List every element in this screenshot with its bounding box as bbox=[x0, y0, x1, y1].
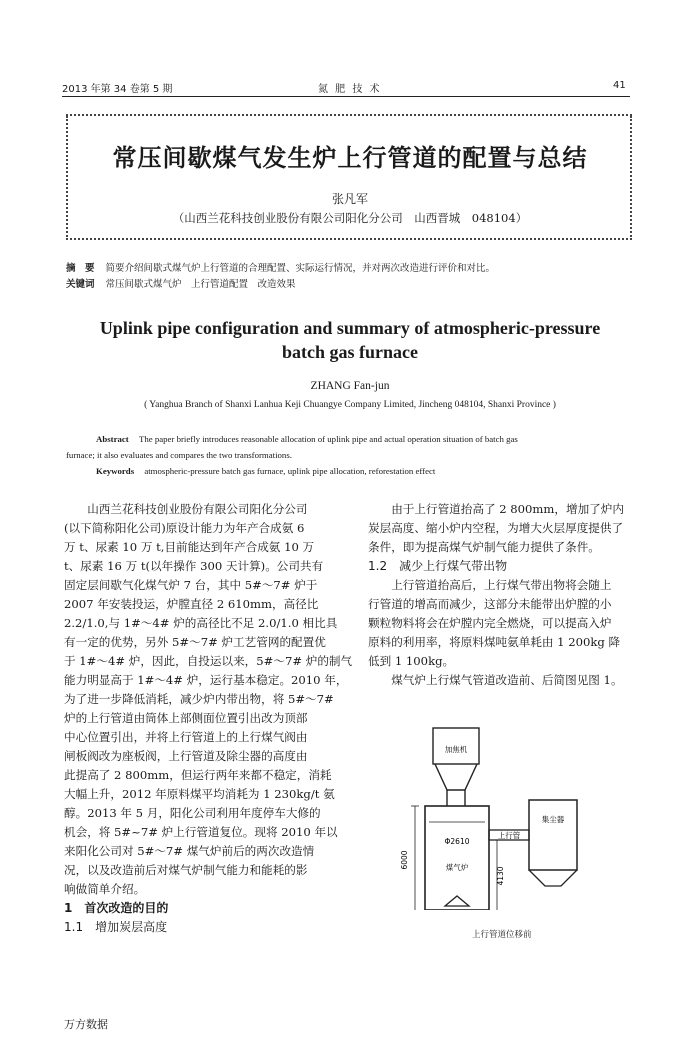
figure-caption: 上行管道位移前 bbox=[472, 930, 532, 940]
keywords-cn-text: 常压间歇式煤气炉 上行管道配置 改造效果 bbox=[105, 279, 296, 290]
left-column-line: 况，以及改造前后对煤气炉制气能力和能耗的影 bbox=[64, 863, 308, 877]
dust-label: 集尘器 bbox=[541, 815, 565, 824]
left-column-line: 来阳化公司对 5#～7# 煤气炉前后的两次改造情 bbox=[64, 844, 315, 858]
title-chinese: 常压间歇煤气发生炉上行管道的配置与总结 bbox=[112, 143, 588, 172]
right-column-2-line: 煤气炉上行煤气管道改造前、后简图见图 1。 bbox=[368, 673, 623, 687]
right-column-line: 炭层高度、缩小炉内空程，为增大火层厚度提供了 bbox=[368, 521, 624, 535]
title-frame-bottom bbox=[66, 238, 632, 244]
keywords-chinese bbox=[66, 276, 296, 290]
right-column-2 bbox=[368, 576, 638, 690]
abstract-chinese bbox=[66, 260, 495, 274]
furnace-base-symbol bbox=[445, 896, 469, 906]
title-english-line1: Uplink pipe configuration and summary of atmospheric-pressure bbox=[99, 318, 601, 338]
diameter-label: Φ2610 bbox=[444, 837, 470, 846]
issue-info: 2013 年第 34 卷第 5 期 bbox=[62, 84, 173, 95]
affiliation-chinese: （山西兰花科技创业股份有限公司阳化分公司 山西晋城 048104） bbox=[172, 211, 528, 225]
abstract-english-line1 bbox=[96, 434, 518, 444]
abstract-en-text1: The paper briefly introduces reasonable allocation of uplink pipe and actual operation situation of batch gas bbox=[138, 434, 518, 444]
left-column-line: 为了进一步降低消耗，减少炉内带出物，将 5#～7# bbox=[64, 692, 334, 706]
abstract-cn-label: 摘 要 bbox=[66, 263, 95, 274]
section-heading-1-2: 1.2 减少上行煤气带出物 bbox=[368, 559, 508, 573]
furnace-body bbox=[425, 806, 489, 910]
page-number: 41 bbox=[613, 80, 626, 91]
left-column-line: 2007 年安装投运，炉膛直径 2 610mm，高径比 bbox=[64, 597, 319, 611]
keywords-english bbox=[96, 466, 435, 476]
abstract-en-label: Abstract bbox=[96, 434, 129, 444]
right-column-2-line: 上行管道抬高后，上行煤气带出物将会随上 bbox=[368, 578, 612, 592]
left-column-line: 此提高了 2 800mm，但运行两年来都不稳定，消耗 bbox=[64, 768, 332, 782]
dim-label-left: 6000 bbox=[400, 850, 409, 870]
right-column-line: 由于上行管道抬高了 2 800mm，增加了炉内 bbox=[368, 502, 624, 516]
left-column-line: 炉的上行管道由筒体上部侧面位置引出改为顶部 bbox=[64, 711, 308, 725]
keywords-cn-label: 关键词 bbox=[66, 279, 95, 290]
dim-label-right: 4130 bbox=[496, 866, 505, 886]
abstract-english-line2: furnace; it also evaluates and compares the two transformations. bbox=[66, 450, 292, 460]
right-column-2-line: 低到 1 100kg。 bbox=[368, 654, 455, 668]
affiliation-english: ( Yanghua Branch of Shanxi Lanhua Keji Chuangye Company Limited, Jincheng 048104, Shanxi Province ) bbox=[144, 400, 556, 410]
hopper-label: 加焦机 bbox=[444, 745, 468, 754]
dust-collector bbox=[529, 800, 577, 870]
left-column-line: 固定层间歇气化煤气炉 7 台，其中 5#～7# 炉于 bbox=[64, 578, 318, 592]
section-heading-1: 1 首次改造的目的 bbox=[64, 901, 169, 915]
abstract-cn-text: 简要介绍间歇式煤气炉上行管道的合理配置、实际运行情况，并对两次改造进行评价和对比。 bbox=[105, 263, 496, 274]
right-column bbox=[368, 500, 638, 557]
left-column-line: 于 1#～4# 炉，因此，自投运以来，5#～7# 炉的制气 bbox=[64, 654, 353, 668]
left-column-line: 醇。2013 年 5 月，阳化公司利用年度停车大修的 bbox=[64, 806, 321, 820]
title-english-line2: batch gas furnace bbox=[282, 342, 418, 362]
left-column-line: 山西兰花科技创业股份有限公司阳化分公司 bbox=[64, 502, 308, 516]
left-column-line: 闸板阀改为座板阀，上行管道及除尘器的高度由 bbox=[64, 749, 308, 763]
keywords-en-label: Keywords bbox=[96, 466, 135, 476]
right-column-line: 条件，即为提高煤气炉制气能力提供了条件。 bbox=[368, 540, 600, 554]
footer-watermark: 万方数据 bbox=[64, 1018, 108, 1031]
keywords-en-text: atmospheric-pressure batch gas furnace, uplink pipe allocation, reforestation effect bbox=[144, 466, 436, 476]
header-rule bbox=[62, 96, 630, 97]
left-column-line: t、尿素 16 万 t(以年操作 300 天计算)。公司共有 bbox=[64, 559, 324, 573]
furnace-label: 煤气炉 bbox=[445, 863, 469, 872]
left-column bbox=[64, 500, 352, 899]
left-column-line: 大幅上升，2012 年原料煤平均消耗为 1 230kg/t 氨 bbox=[64, 787, 335, 801]
left-column-line: 机会，将 5#~7# 炉上行管道复位。现将 2010 年以 bbox=[64, 825, 338, 839]
right-column-2-line: 行管道的增高而减少，这部分未能带出炉膛的小 bbox=[368, 597, 612, 611]
journal-name: 氮 肥 技 术 bbox=[318, 84, 382, 95]
left-column-line: 有一定的优势，另外 5#～7# 炉工艺管网的配置优 bbox=[64, 635, 326, 649]
hopper-funnel bbox=[435, 764, 477, 790]
left-column-line: 能力明显高于 1#～4# 炉，运行基本稳定。2010 年， bbox=[64, 673, 348, 687]
left-column-line: 响做简单介绍。 bbox=[64, 882, 146, 896]
left-column-line: 中心位置引出，并将上行管道上的上行煤气阀由 bbox=[64, 730, 308, 744]
author-chinese: 张凡军 bbox=[331, 192, 368, 206]
author-english: ZHANG Fan-jun bbox=[310, 380, 390, 392]
right-column-2-line: 原料的利用率，将原料煤吨氨单耗由 1 200kg 降 bbox=[368, 635, 621, 649]
title-frame-top bbox=[66, 114, 632, 120]
figure-1-diagram bbox=[395, 710, 625, 910]
pipe-label: 上行管 bbox=[497, 831, 521, 840]
right-column-2-line: 颗粒物料将会在炉膛内完全燃烧，可以提高入炉 bbox=[368, 616, 612, 630]
left-column-line: 2.2/1.0,与 1#～4# 炉的高径比不足 2.0/1.0 相比具 bbox=[64, 616, 338, 630]
left-column-line: 万 t、尿素 10 万 t,目前能达到年产合成氨 10 万 bbox=[64, 540, 315, 554]
left-column-line: (以下简称阳化公司)原设计能力为年产合成氨 6 bbox=[64, 521, 305, 535]
section-heading-1-1: 1.1 增加炭层高度 bbox=[64, 920, 168, 934]
